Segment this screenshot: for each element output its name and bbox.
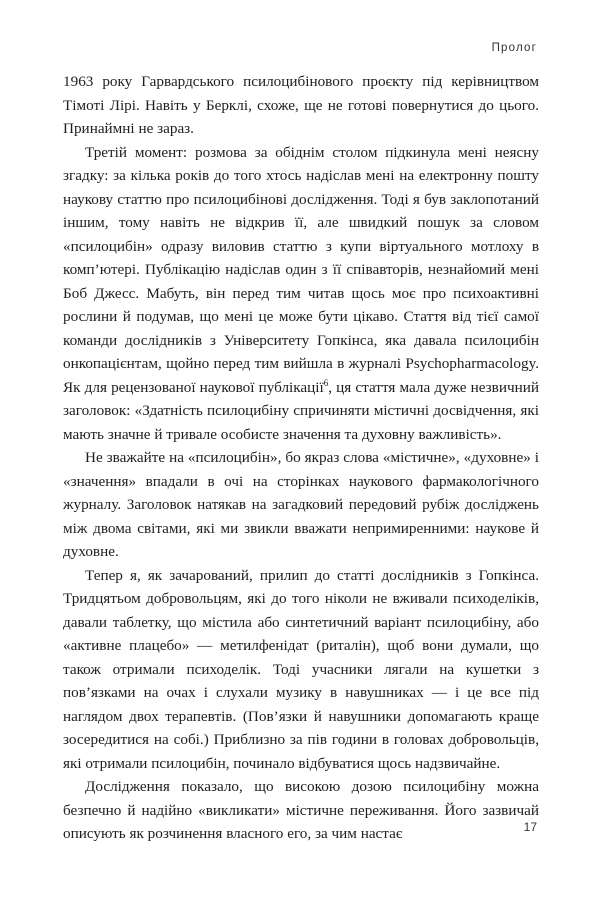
running-head: Пролог <box>491 42 537 54</box>
page-number: 17 <box>523 820 537 834</box>
paragraph-2-text-before: Третій момент: розмова за обіднім столом підкинула мені неясну згадку: за кілька років до того хтось надіслав мені на електронну пошту наукову статтю про псилоцибінові дослідження. Тоді я був заклопотаний іншим, тому навіть не відкрив її, але швидкий пошук за словом «псилоцибін» одразу виловив статтю з купи віртуального мотлоху в комп’ютері. Публікацію надіслав один з її співавторів, незнайомий мені Боб Джесс. Мабуть, він перед тим читав щось моє про психоактивні рослини й подумав, що мені це може бути цікаво. Стаття від тієї самої команди дослідників з Університету Гопкінса, яка давала псилоцибін онкопацієнтам, щойно перед тим вийшла в журналі Psychopharmacology. Як для рецензованої наукової публікації <box>63 143 539 396</box>
paragraph-2-text-after: , ця стаття мала дуже незвичний заголовок: «Здатність псилоцибіну спричиняти містичні досвідчення, які мають значне й тривале особисте значення та духовну важливість». <box>63 378 539 443</box>
paragraph-4: Тепер я, як зачарований, прилип до статті дослідників з Гопкінса. Тридцятьом добровольцям, які до того ніколи не вживали психоделіків, давали таблетку, що містила або синтетичний варіант псилоцибіну, або «активне плацебо» — метилфенідат (риталін), щоб вони думали, що також отримали психоделік. Тоді учасники лягали на кушетки з пов’язками на очах і слухали музику в навушниках — і це все під наглядом двох терапевтів. (Пов’язки й навушники допомагають краще зосередитися на собі.) Приблизно за пів години в головах добровольців, які отримали псилоцибін, починало відбуватися щось надзвичайне. <box>63 566 539 772</box>
paragraph-2 <box>63 141 539 447</box>
paragraph-5: Дослідження показало, що високою дозою псилоцибіну можна безпечно й надійно «викликати» містичне переживання. Його зазвичай описують як розчинення власного его, за чим настає <box>63 778 539 842</box>
paragraph-1: 1963 року Гарвардського псилоцибінового проєкту під керівництвом Тімоті Лірі. Навіть у Берклі, схоже, ще не готові повернутися до цього. Принаймні не зараз. <box>63 73 539 137</box>
body-text <box>63 70 539 846</box>
paragraph-3: Не зважайте на «псилоцибін», бо якраз слова «містичне», «духовне» і «значення» впадали в очі на сторінках наукового фармакологічного журналу. Заголовок натякав на загадковий передовий рубіж досліджень між двома світами, які ми звикли вважати непримиренними: наукове й духовне. <box>63 449 539 560</box>
footnote-ref[interactable]: 6 <box>323 377 329 388</box>
